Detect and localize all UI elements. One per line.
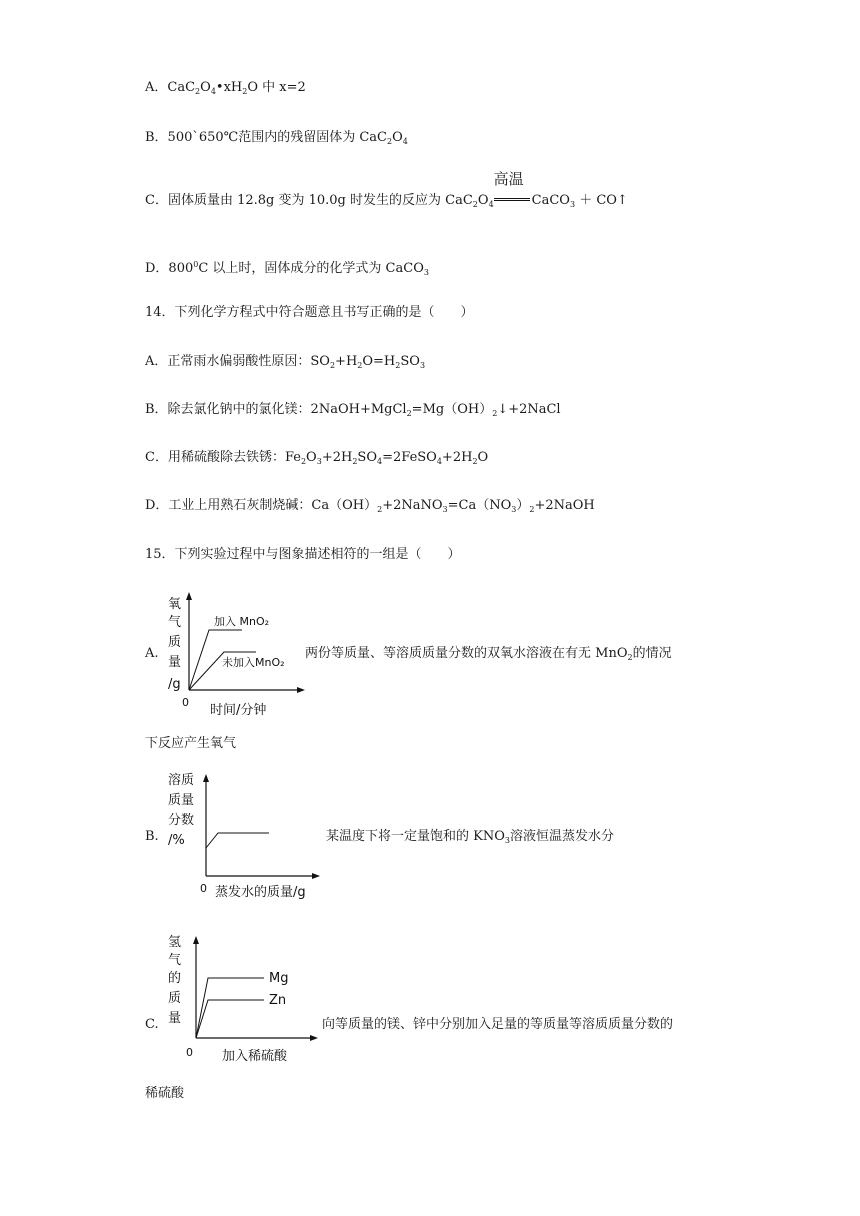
data-line bbox=[206, 833, 269, 848]
equals-sign bbox=[494, 198, 530, 201]
y-line: 溶质 bbox=[168, 773, 195, 788]
x-axis-label: 时间/分钟 bbox=[210, 703, 267, 718]
y-char: /g bbox=[168, 677, 181, 692]
y-axis-arrow bbox=[193, 936, 199, 944]
q13-option-c: C．固体质量由 12.8g 变为 10.0g 时发生的反应为 $CaC_2O_4$ 高温 CaCO$_3$ ＋ CO↑ bbox=[145, 170, 628, 209]
q15-option-c-desc-cont: 稀硫酸 bbox=[145, 1086, 185, 1101]
line-zn bbox=[196, 1000, 264, 1038]
q15-option-c-desc: 向等质量的镁、锌中分别加入足量的等质量等溶质质量分数的 bbox=[322, 1017, 674, 1032]
y-char: 氢 bbox=[168, 935, 182, 950]
q15-option-a-desc: 两份等质量、等溶质质量分数的双氧水溶液在有无 MnO$_2$的情况 bbox=[305, 646, 672, 662]
graph-c-y-label bbox=[168, 935, 181, 1026]
x-axis-label: 加入稀硫酸 bbox=[222, 1049, 288, 1064]
q15-stem: 15．下列实验过程中与图象描述相符的一组是（ ） bbox=[145, 547, 461, 562]
graph-a-y-label bbox=[168, 597, 181, 692]
y-char: 气 bbox=[168, 615, 182, 630]
label-with-mno2: 加入 MnO₂ bbox=[214, 615, 270, 628]
origin: 0 bbox=[182, 696, 189, 709]
y-char: 质 bbox=[168, 991, 182, 1006]
line-mg bbox=[196, 978, 264, 1038]
x-axis-arrow bbox=[297, 687, 305, 693]
y-axis-arrow bbox=[203, 774, 209, 782]
label-zn: Zn bbox=[269, 993, 287, 1008]
x-axis-label: 蒸发水的质量/g bbox=[215, 885, 306, 900]
y-axis-arrow bbox=[186, 592, 192, 600]
q15-option-b-desc: 某温度下将一定量饱和的 $KNO_3$溶液恒温蒸发水分 bbox=[326, 829, 614, 845]
q13-option-d: D．$800^0C$ 以上时，固体成分的化学式为 CaCO$_3$ bbox=[145, 260, 429, 277]
q14-option-d: D．工业上用熟石灰制烧碱：$Ca(OH)_2+2NaNO_3=Ca(NO_3)_2+2NaOH$ bbox=[145, 498, 595, 514]
q15-graph-c bbox=[164, 930, 334, 1066]
q15-option-a-desc-cont: 下反应产生氧气 bbox=[145, 736, 237, 751]
origin: 0 bbox=[186, 1046, 193, 1059]
y-char: 氧 bbox=[168, 597, 182, 612]
reaction-condition: 高温 bbox=[493, 170, 524, 188]
q13-option-b: B．500`650℃范围内的残留固体为 $CaC_2O_4$ bbox=[145, 130, 408, 146]
y-line: 分数 bbox=[168, 813, 195, 828]
y-char: 量 bbox=[168, 1011, 182, 1026]
label-without-mno2: 未加入MnO₂ bbox=[222, 656, 285, 669]
y-char: 量 bbox=[168, 655, 182, 670]
x-axis-arrow bbox=[312, 873, 320, 879]
y-line: /% bbox=[168, 833, 185, 848]
q14-option-a: A．正常雨水偏弱酸性原因：$SO_2+H_2O=H_2SO_3$ bbox=[145, 354, 426, 370]
y-char: 的 bbox=[168, 971, 182, 986]
graph-b-y-label bbox=[168, 772, 194, 848]
x-axis-arrow bbox=[310, 1035, 318, 1041]
q15-graph-b bbox=[164, 768, 344, 908]
q13-option-a: A．$CaC_2O_4•xH_2O$ 中 x=2 bbox=[145, 80, 306, 96]
y-char: 质 bbox=[168, 635, 182, 650]
y-line: 质量 bbox=[168, 793, 195, 808]
q14-option-c: C．用稀硫酸除去铁锈：$Fe_2O_3+2H_2SO_4=2FeSO_4+2H_2O$ bbox=[145, 450, 489, 466]
q14-option-b: B．除去氯化钠中的氯化镁：$2NaOH+MgCl_2=Mg(OH)_2↓+2NaCl$ bbox=[145, 402, 561, 418]
origin: 0 bbox=[200, 882, 207, 895]
q15-option-b-label: B. bbox=[145, 829, 159, 844]
q14-stem: 14．下列化学方程式中符合题意且书写正确的是（ ） bbox=[145, 305, 474, 320]
q15-option-a-label: A. bbox=[145, 646, 159, 661]
y-char: 气 bbox=[168, 953, 182, 968]
q15-graph-a bbox=[164, 590, 314, 720]
label-mg: Mg bbox=[269, 971, 289, 986]
q15-option-c-label: C. bbox=[145, 1017, 159, 1032]
